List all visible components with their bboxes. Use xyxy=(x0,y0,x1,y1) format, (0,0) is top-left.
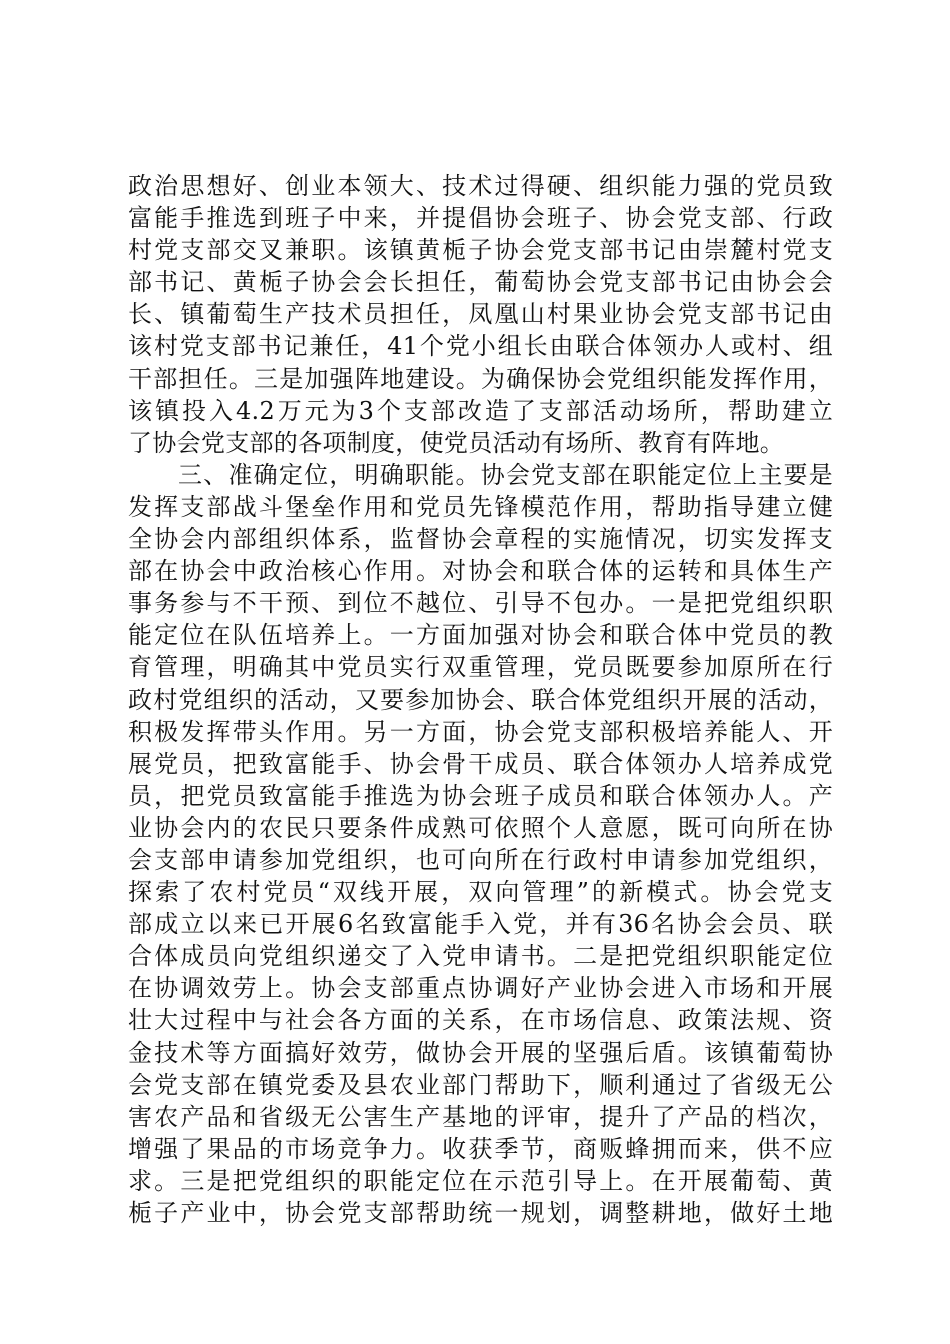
text-line: 员，把党员致富能手推选为协会班子成员和联合体领办人。产 xyxy=(128,781,833,810)
text-line: 害农产品和省级无公害生产基地的评审，提升了产品的档次， xyxy=(128,1102,833,1131)
text-line: 该村党支部书记兼任，41个党小组长由联合体领办人或村、组 xyxy=(128,332,833,361)
text-line: 能定位在队伍培养上。一方面加强对协会和联合体中党员的教 xyxy=(128,621,833,650)
text-line: 展党员，把致富能手、协会骨干成员、联合体领办人培养成党 xyxy=(128,749,833,778)
text-line: 壮大过程中与社会各方面的关系，在市场信息、政策法规、资 xyxy=(128,1006,833,1035)
text-line: 在协调效劳上。协会支部重点协调好产业协会进入市场和开展 xyxy=(128,974,833,1003)
text-line: 会党支部在镇党委及县农业部门帮助下，顺利通过了省级无公 xyxy=(128,1070,833,1099)
text-line: 村党支部交叉兼职。该镇黄栀子协会党支部书记由崇麓村党支 xyxy=(128,236,833,265)
text-line: 干部担任。三是加强阵地建设。为确保协会党组织能发挥作用， xyxy=(128,364,833,393)
text-line: 金技术等方面搞好效劳，做协会开展的坚强后盾。该镇葡萄协 xyxy=(128,1038,833,1067)
text-line: 发挥支部战斗堡垒作用和党员先锋模范作用，帮助指导建立健 xyxy=(128,492,833,521)
section-heading-line: 三、准确定位，明确职能。协会党支部在职能定位上主要是 xyxy=(178,460,833,489)
text-line: 富能手推选到班子中来，并提倡协会班子、协会党支部、行政 xyxy=(128,204,833,233)
text-line: 探索了农村党员“双线开展，双向管理”的新模式。协会党支 xyxy=(128,878,833,907)
text-line: 事务参与不干预、到位不越位、引导不包办。一是把党组织职 xyxy=(128,589,833,618)
text-line: 业协会内的农民只要条件成熟可依照个人意愿，既可向所在协 xyxy=(128,813,833,842)
text-line: 该镇投入4.2万元为3个支部改造了支部活动场所，帮助建立 xyxy=(128,396,833,425)
body-text xyxy=(128,170,833,1229)
text-line: 会支部申请参加党组织，也可向所在行政村申请参加党组织， xyxy=(128,845,833,874)
text-line: 积极发挥带头作用。另一方面，协会党支部积极培养能人、开 xyxy=(128,717,833,746)
text-line: 全协会内部组织体系，监督协会章程的实施情况，切实发挥支 xyxy=(128,525,833,554)
text-line: 育管理，明确其中党员实行双重管理，党员既要参加原所在行 xyxy=(128,653,833,682)
text-line: 长、镇葡萄生产技术员担任，凤凰山村果业协会党支部书记由 xyxy=(128,300,833,329)
text-line: 求。三是把党组织的职能定位在示范引导上。在开展葡萄、黄 xyxy=(128,1166,833,1195)
text-line: 栀子产业中，协会党支部帮助统一规划，调整耕地，做好土地 xyxy=(128,1199,833,1227)
text-line: 了协会党支部的各项制度，使党员活动有场所、教育有阵地。 xyxy=(128,428,785,457)
text-line: 政村党组织的活动，又要参加协会、联合体党组织开展的活动， xyxy=(128,685,833,714)
text-line: 部成立以来已开展6名致富能手入党，并有36名协会会员、联 xyxy=(128,910,833,939)
text-line: 合体成员向党组织递交了入党申请书。二是把党组织职能定位 xyxy=(128,942,833,971)
text-line: 增强了果品的市场竞争力。收获季节，商贩蜂拥而来，供不应 xyxy=(128,1134,833,1163)
text-line: 部在协会中政治核心作用。对协会和联合体的运转和具体生产 xyxy=(128,557,833,586)
text-line: 政治思想好、创业本领大、技术过得硬、组织能力强的党员致 xyxy=(128,172,833,200)
text-line: 部书记、黄栀子协会会长担任，葡萄协会党支部书记由协会会 xyxy=(128,268,833,297)
